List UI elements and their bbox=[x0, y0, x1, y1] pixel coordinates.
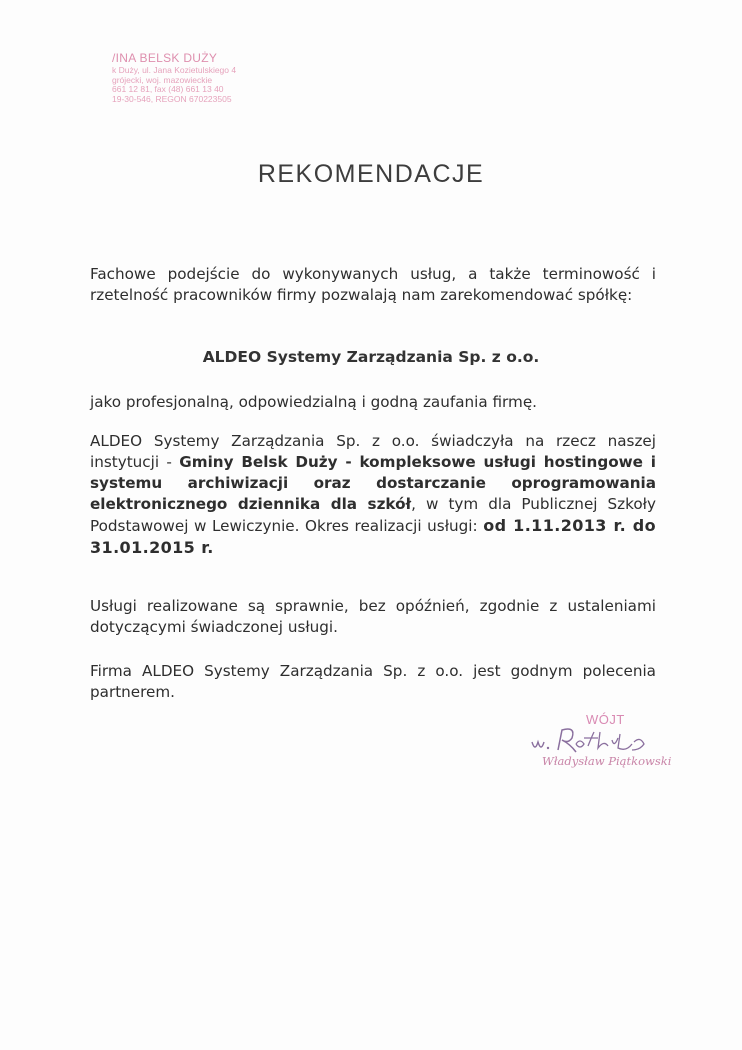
stamp-line-regon: 19-30-546, REGON 670223505 bbox=[112, 94, 232, 105]
company-name: ALDEO Systemy Zarządzania Sp. z o.o. bbox=[202, 348, 540, 366]
service-period: od 1.11.2013 r. do 31.01.2015 r. bbox=[90, 516, 656, 557]
services-text-bold: Gminy Belsk Duży - kompleksowe usługi hostingowe i systemu archiwizacji oraz dostarczanie oprogramowania elektronicznego dziennika dla szkół bbox=[90, 453, 656, 513]
stamp-name: /INA BELSK DUŻY bbox=[112, 51, 218, 65]
stamp-line-phone: 661 12 81, fax (48) 661 13 40 bbox=[112, 84, 224, 95]
paragraph-conclusion: Firma ALDEO Systemy Zarządzania Sp. z o.o. jest godnym polecenia partnerem. bbox=[90, 662, 656, 701]
municipality-stamp bbox=[112, 52, 282, 105]
paragraph-quality: Usługi realizowane są sprawnie, bez opóźnień, zgodnie z ustaleniami dotyczącymi świadczonej usługi. bbox=[90, 597, 656, 636]
signature-role: WÓJT bbox=[586, 712, 625, 727]
handwritten-signature bbox=[526, 722, 666, 758]
document-title: REKOMENDACJE bbox=[257, 160, 485, 188]
services-text-part2: , w tym dla Publicznej Szkoły Podstawowej w Lewiczynie. Okres realizacji usługi: bbox=[90, 495, 656, 535]
signatory-name: Władysław Piątkowski bbox=[542, 754, 672, 768]
paragraph-qualities: jako profesjonalną, odpowiedzialną i godną zaufania firmę. bbox=[90, 393, 537, 411]
stamp-line-county: grójecki, woj. mazowieckie bbox=[112, 74, 213, 85]
services-text-part1: ALDEO Systemy Zarządzania Sp. z o.o. świadczyła na rzecz naszej instytucji - bbox=[90, 432, 656, 471]
stamp-line-address: k Duży, ul. Jana Kozietulskiego 4 bbox=[112, 64, 237, 75]
paragraph-intro: Fachowe podejście do wykonywanych usług, a także terminowość i rzetelność pracowników firmy pozwalają nam zarekomendować spółkę: bbox=[90, 265, 656, 304]
paragraph-services bbox=[90, 431, 656, 559]
signature-block bbox=[520, 712, 690, 772]
